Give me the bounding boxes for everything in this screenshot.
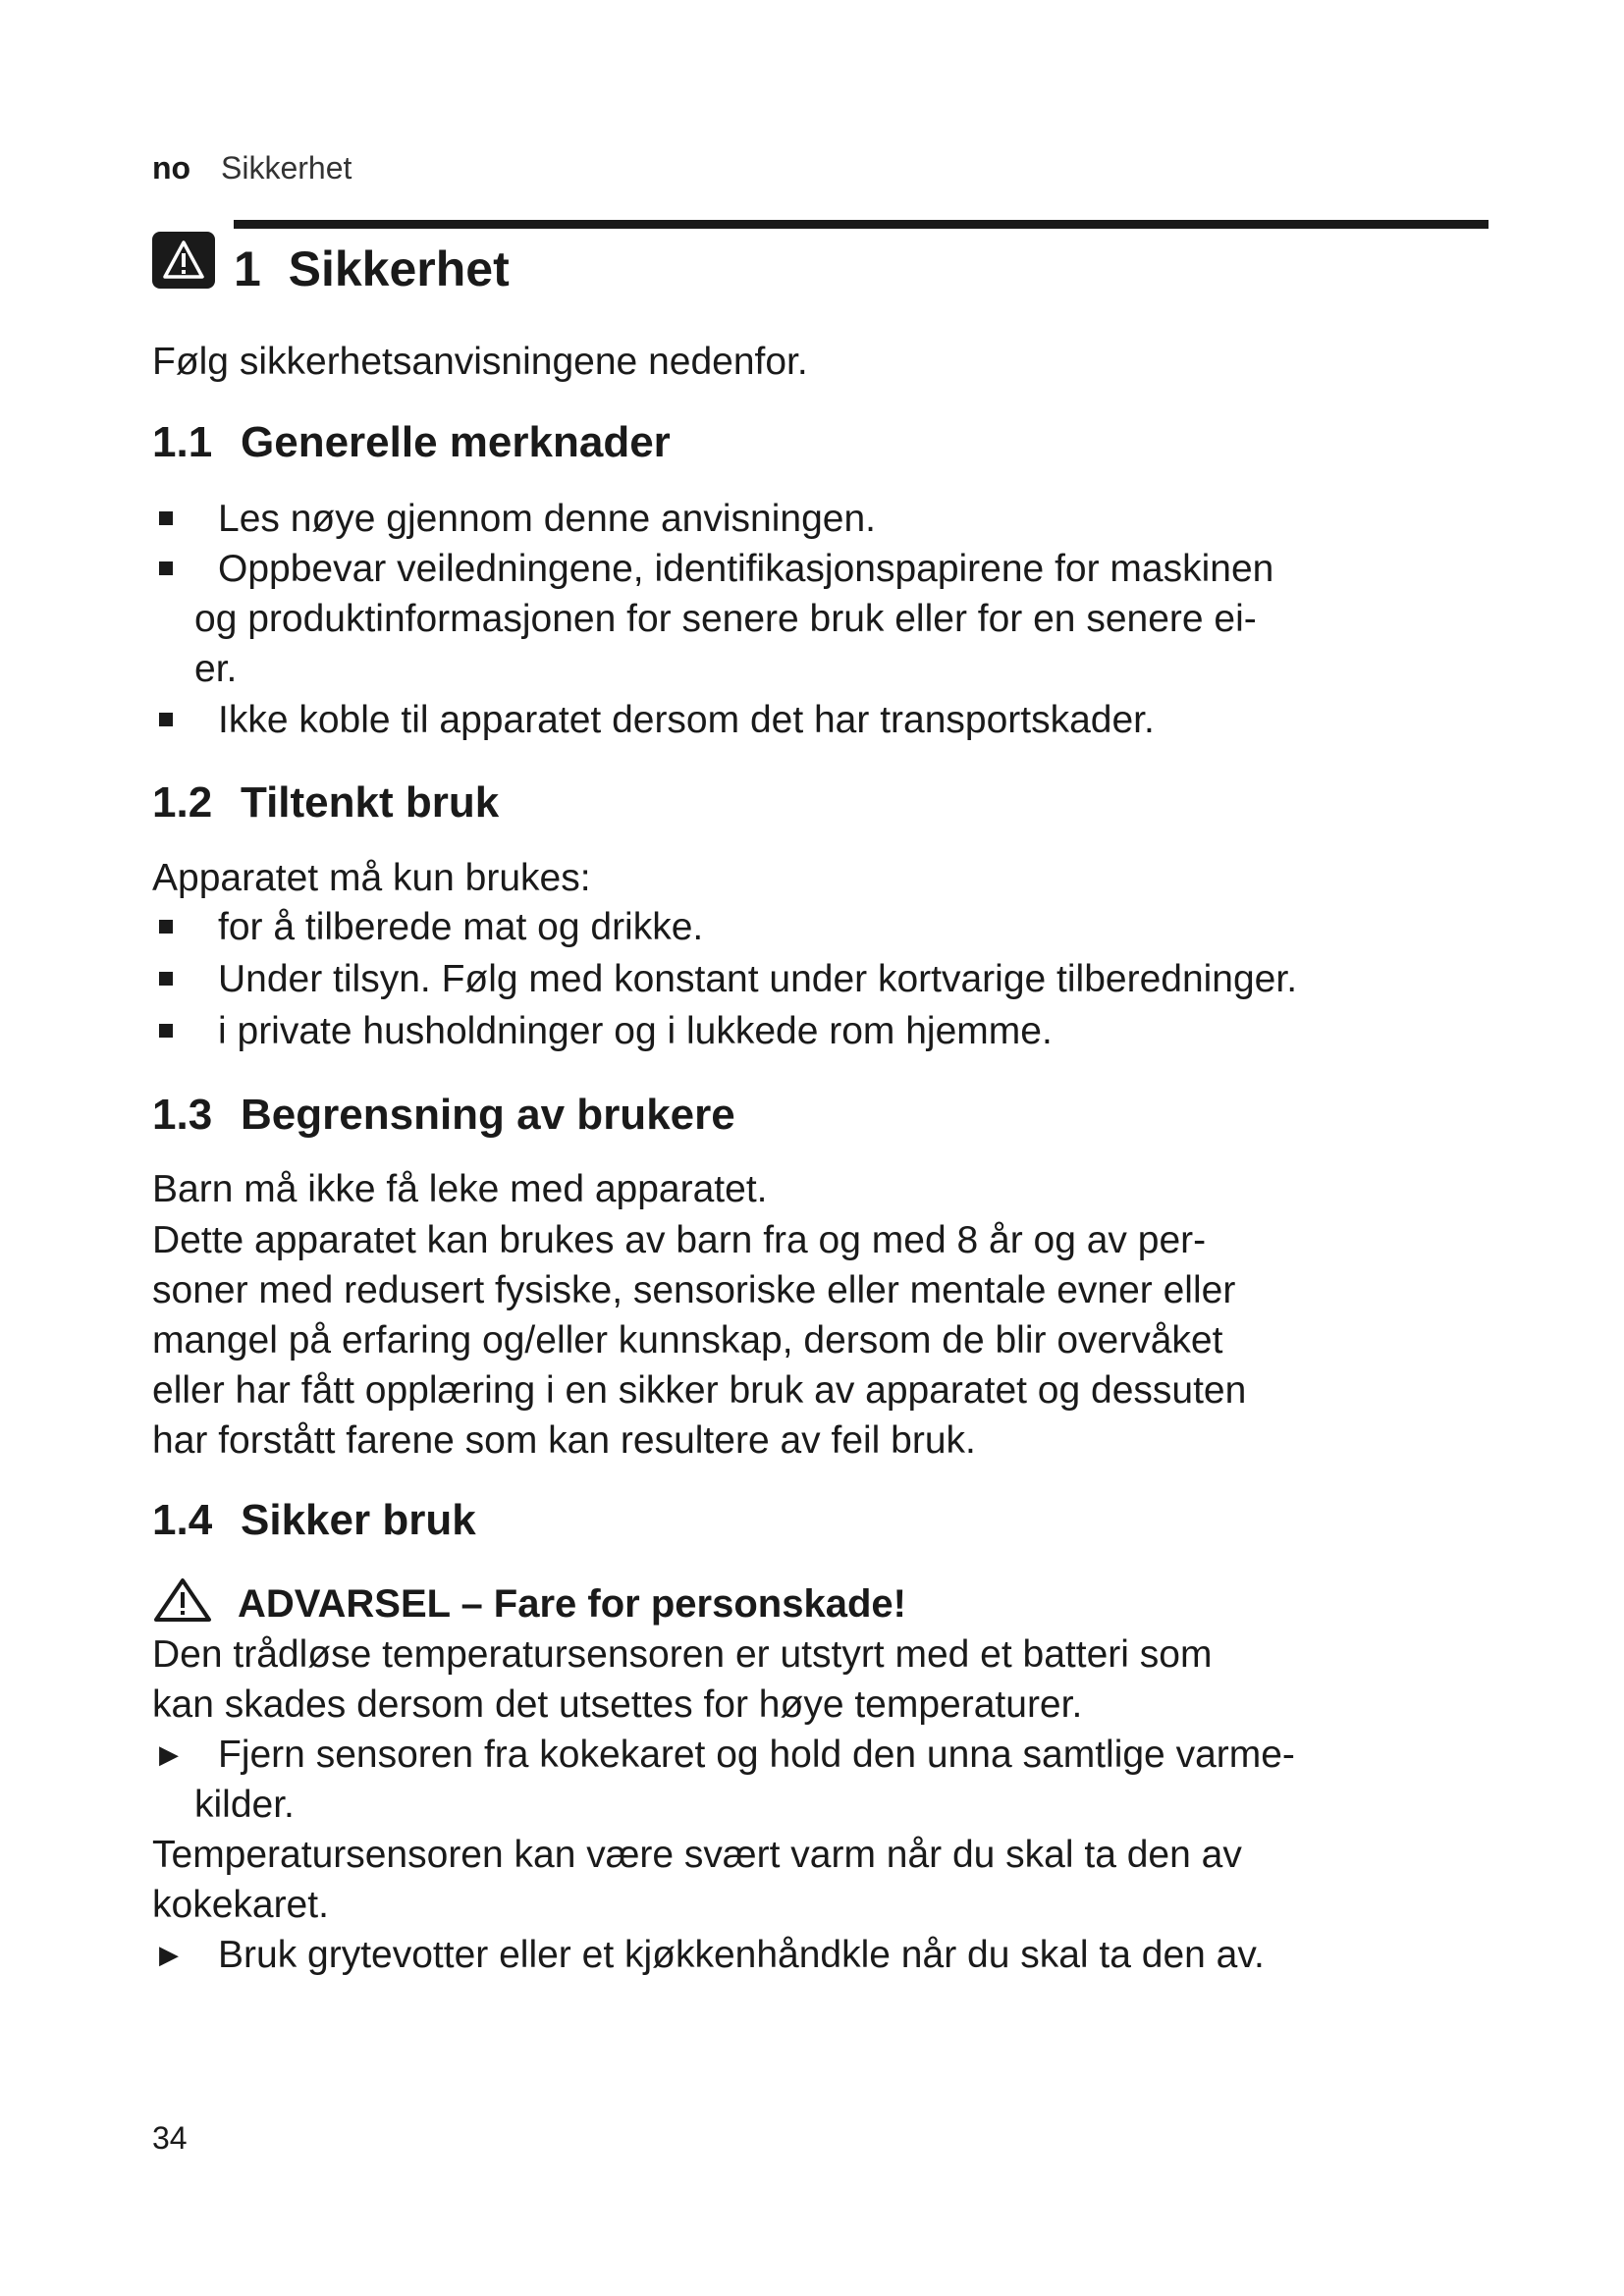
bullet-square-icon	[159, 920, 173, 934]
paragraph-line: soner med redusert fysiske, sensoriske eller mentale evner eller	[152, 1269, 1236, 1311]
paragraph-line: Dette apparatet kan brukes av barn fra og med 8 år og av per-	[152, 1219, 1207, 1261]
section-number: 1.2	[152, 778, 213, 827]
bullet-square-icon	[159, 972, 173, 986]
running-section-title: Sikkerhet	[220, 150, 352, 186]
paragraph-line: kokekaret.	[152, 1884, 329, 1926]
instruction-step-continuation: kilder.	[194, 1784, 295, 1826]
bullet-square-icon	[159, 1024, 173, 1038]
warning-title: ADVARSEL – Fare for personskade!	[238, 1582, 906, 1626]
instruction-step: Fjern sensoren fra kokekaret og hold den unna samtlige varme-	[218, 1734, 1295, 1776]
section-title: Generelle merknader	[241, 418, 671, 466]
warning-icon	[152, 232, 215, 289]
chapter-title-text: Sikkerhet	[288, 241, 510, 296]
page-number: 34	[152, 2120, 188, 2156]
paragraph-line: eller har fått opplæring i en sikker bruk av apparatet og dessuten	[152, 1369, 1247, 1412]
paragraph-line: mangel på erfaring og/eller kunnskap, dersom de blir overvåket	[152, 1319, 1223, 1362]
list-item-continuation: er.	[194, 648, 238, 690]
section-number: 1.1	[152, 418, 213, 466]
list-item: i private husholdninger og i lukkede rom hjemme.	[218, 1010, 1053, 1052]
section-title: Sikker bruk	[241, 1496, 476, 1544]
list-item: Ikke koble til apparatet dersom det har transportskader.	[218, 699, 1155, 741]
section-number: 1.3	[152, 1091, 213, 1139]
arrow-bullet-icon: ▶	[159, 1940, 179, 1969]
section-heading-1-1	[152, 417, 671, 468]
bullet-square-icon	[159, 511, 173, 525]
list-item: Under tilsyn. Følg med konstant under kortvarige tilberedninger.	[218, 958, 1298, 1000]
warning-triangle-icon	[152, 1576, 213, 1629]
list-item: for å tilberede mat og drikke.	[218, 906, 704, 948]
chapter-number: 1	[234, 241, 261, 296]
section-heading-1-4	[152, 1495, 476, 1546]
arrow-bullet-icon: ▶	[159, 1739, 179, 1769]
running-header	[152, 150, 352, 186]
paragraph: Apparatet må kun brukes:	[152, 857, 591, 899]
section-heading-1-3	[152, 1090, 735, 1141]
paragraph: Barn må ikke få leke med apparatet.	[152, 1168, 768, 1210]
bullet-square-icon	[159, 713, 173, 726]
paragraph-line: har forstått farene som kan resultere av feil bruk.	[152, 1419, 976, 1462]
section-title: Tiltenkt bruk	[241, 778, 500, 827]
chapter-intro: Følg sikkerhetsanvisningene nedenfor.	[152, 341, 808, 383]
list-item: Oppbevar veiledningene, identifikasjonspapirene for maskinen	[218, 548, 1274, 590]
list-item-continuation: og produktinformasjonen for senere bruk eller for en senere ei-	[194, 598, 1257, 640]
bullet-square-icon	[159, 561, 173, 575]
warning-text-line: Den trådløse temperatursensoren er utstyrt med et batteri som	[152, 1633, 1213, 1676]
warning-text-line: kan skades dersom det utsettes for høye temperaturer.	[152, 1683, 1083, 1726]
section-number: 1.4	[152, 1496, 213, 1544]
instruction-step: Bruk grytevotter eller et kjøkkenhåndkle når du skal ta den av.	[218, 1934, 1265, 1976]
paragraph-line: Temperatursensoren kan være svært varm når du skal ta den av	[152, 1834, 1242, 1876]
section-heading-1-2	[152, 777, 499, 828]
chapter-title	[234, 241, 510, 296]
language-code: no	[152, 150, 191, 186]
chapter-rule	[234, 220, 1489, 229]
section-title: Begrensning av brukere	[241, 1091, 735, 1139]
list-item: Les nøye gjennom denne anvisningen.	[218, 498, 876, 540]
